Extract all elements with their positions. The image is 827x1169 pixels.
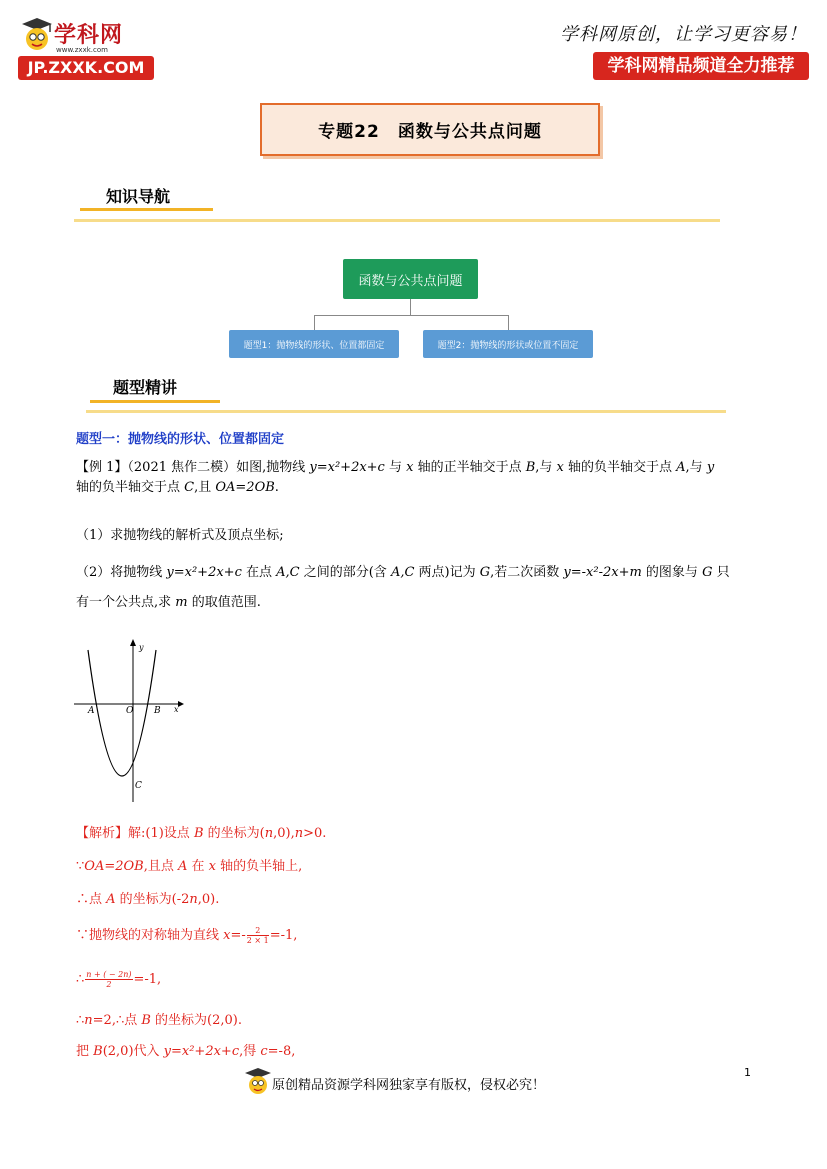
question-2 <box>76 558 756 618</box>
text: ∴ <box>76 972 85 987</box>
text: =-8, <box>267 1044 296 1059</box>
var: n <box>84 1013 93 1028</box>
solution-line-5 <box>76 970 756 990</box>
var: A,C <box>276 565 300 580</box>
solution-line-3 <box>76 890 756 910</box>
condition: OA=2OB <box>84 859 144 874</box>
text: 在点 <box>241 565 277 580</box>
mindmap-child-type1: 题型1：抛物线的形状、位置都固定 <box>229 330 399 358</box>
section-divider <box>86 410 726 413</box>
example-source: （2021 焦作二模） <box>127 460 237 475</box>
solution-line-6 <box>76 1011 756 1031</box>
solution-line-4 <box>76 926 756 946</box>
solution-line-7 <box>76 1042 756 1062</box>
logo-brand: 学科网 <box>54 23 124 48</box>
point-label-C: C <box>135 781 142 791</box>
page-title: 专题22 函数与公共点问题 <box>260 103 600 156</box>
var: A <box>177 859 188 874</box>
text: 轴的负半轴交于点 <box>563 460 677 475</box>
fraction-1 <box>247 926 269 945</box>
text: =-1, <box>269 928 298 943</box>
site-logo <box>18 14 158 84</box>
text: 轴的负半轴交于点 <box>76 480 185 495</box>
text: 之间的部分(含 <box>299 565 391 580</box>
text: 解:(1)设点 <box>128 826 194 841</box>
logo-badge: JP.ZXXK.COM <box>18 56 154 80</box>
var: x <box>406 460 414 475</box>
axis-label-y: y <box>139 643 144 652</box>
mindmap-connector <box>314 315 508 316</box>
text: 的坐标为(2,0). <box>150 1013 243 1028</box>
fraction-numerator: 2 <box>247 926 269 936</box>
example-tag: 【例 1】 <box>76 460 128 475</box>
point-label-O: O <box>126 706 134 716</box>
parabola-curve <box>88 650 156 776</box>
point-label-A: A <box>88 706 95 716</box>
var: B <box>193 826 204 841</box>
footer-copyright: 原创精品资源学科网独家享有版权，侵权必究！ <box>272 1078 546 1093</box>
slogan-badge: 学科网精品频道全力推荐 <box>593 52 809 80</box>
section-heading-type-explain: 题型精讲 <box>113 378 178 397</box>
text: 轴的正半轴交于点 <box>413 460 526 475</box>
equation: y=x²+2x+c <box>166 565 242 580</box>
point-label-B: B <box>154 706 161 716</box>
fraction-denominator: 2 <box>106 980 112 989</box>
section-heading-knowledge-nav: 知识导航 <box>106 187 171 206</box>
example-1-statement: 【例 1】（2021 焦作二模）如图,抛物线 y=x²+2x+c 与 x 轴的正半轴交于点 B,与 x 轴的负半轴交于点 A,与 y 轴的负半轴交于点 C,且 OA=2OB. <box>76 460 715 495</box>
text: 把 <box>76 1044 94 1059</box>
var: n <box>264 826 274 841</box>
var: n <box>189 892 198 907</box>
mindmap-connector <box>410 299 411 315</box>
footer-mascot-icon <box>244 1066 272 1096</box>
text: ∴ <box>76 1013 85 1028</box>
var: A,C <box>390 565 415 580</box>
text: ,与 <box>535 460 557 475</box>
solution-line-2 <box>76 857 756 877</box>
text: ∵ <box>76 859 85 874</box>
solution-tag: 【解析】 <box>76 826 129 841</box>
condition: OA=2OB <box>215 480 275 495</box>
fraction-denominator: 2 × 1 <box>246 936 269 945</box>
var: m <box>175 595 188 610</box>
slogan: 学科网原创，让学习更容易！ <box>560 24 807 45</box>
solution-line-1 <box>76 824 756 844</box>
text: =- <box>230 928 246 943</box>
text: 的取值范围. <box>187 595 261 610</box>
text: 的坐标为(-2 <box>115 892 190 907</box>
text: 有一个公共点,求 <box>76 595 176 610</box>
var: x <box>208 859 216 874</box>
var: A <box>106 892 116 907</box>
var: B <box>141 1013 151 1028</box>
axis-label-x: x <box>174 705 179 714</box>
parabola-graph <box>70 636 190 806</box>
text: （2）将抛物线 <box>76 565 167 580</box>
var: x <box>556 460 564 475</box>
text: ,若二次函数 <box>490 565 564 580</box>
mindmap-connector <box>508 315 509 330</box>
text: ,与 <box>685 460 707 475</box>
text: ,得 <box>239 1044 261 1059</box>
text: 与 <box>384 460 407 475</box>
y-axis-arrow <box>130 639 136 646</box>
section-divider <box>74 219 720 222</box>
mindmap-child-type2: 题型2：抛物线的形状或位置不固定 <box>423 330 593 358</box>
question-1: （1）求抛物线的解析式及顶点坐标; <box>76 528 284 543</box>
section-underline <box>90 400 220 403</box>
var: B <box>525 460 536 475</box>
mindmap-root: 函数与公共点问题 <box>343 259 478 299</box>
text: ,且 <box>194 480 216 495</box>
page-number: 1 <box>744 1066 751 1079</box>
text: >0. <box>303 826 327 841</box>
text: ,0). <box>197 892 220 907</box>
text: =-1, <box>133 972 162 987</box>
var: n <box>294 826 304 841</box>
text: ∴点 <box>76 892 107 907</box>
text: 两点)记为 <box>414 565 480 580</box>
text: ,0), <box>273 826 295 841</box>
fraction-numerator: n + ( − 2n) <box>86 970 132 979</box>
text: ,且点 <box>143 859 178 874</box>
text: ∵抛物线的对称轴为直线 <box>76 928 224 943</box>
var: G <box>479 565 491 580</box>
text: 的图象与 <box>641 565 703 580</box>
equation: y=-x²-2x+m <box>563 565 642 580</box>
x-axis-arrow <box>178 701 184 707</box>
var: A <box>676 460 686 475</box>
text: (2,0)代入 <box>102 1044 164 1059</box>
var: c <box>260 1044 268 1059</box>
var: C <box>184 480 195 495</box>
fraction-2 <box>85 970 132 989</box>
logo-url: www.zxxk.com <box>56 46 108 54</box>
type1-heading: 题型一：抛物线的形状、位置都固定 <box>76 432 285 447</box>
var: x <box>223 928 231 943</box>
section-underline <box>80 208 213 211</box>
text: =2,∴点 <box>92 1013 142 1028</box>
text: 只 <box>712 565 730 580</box>
var: G <box>702 565 713 580</box>
text: 在 <box>187 859 209 874</box>
text: 的坐标为( <box>203 826 265 841</box>
mindmap-connector <box>314 315 315 330</box>
text: 轴的负半轴上, <box>215 859 303 874</box>
equation: y=x²+2x+c <box>163 1044 240 1059</box>
scholar-mascot-icon <box>20 16 54 54</box>
var: y <box>706 460 715 475</box>
var: B <box>93 1044 103 1059</box>
text: 如图,抛物线 <box>236 460 310 475</box>
equation: y=x²+2x+c <box>309 460 385 475</box>
